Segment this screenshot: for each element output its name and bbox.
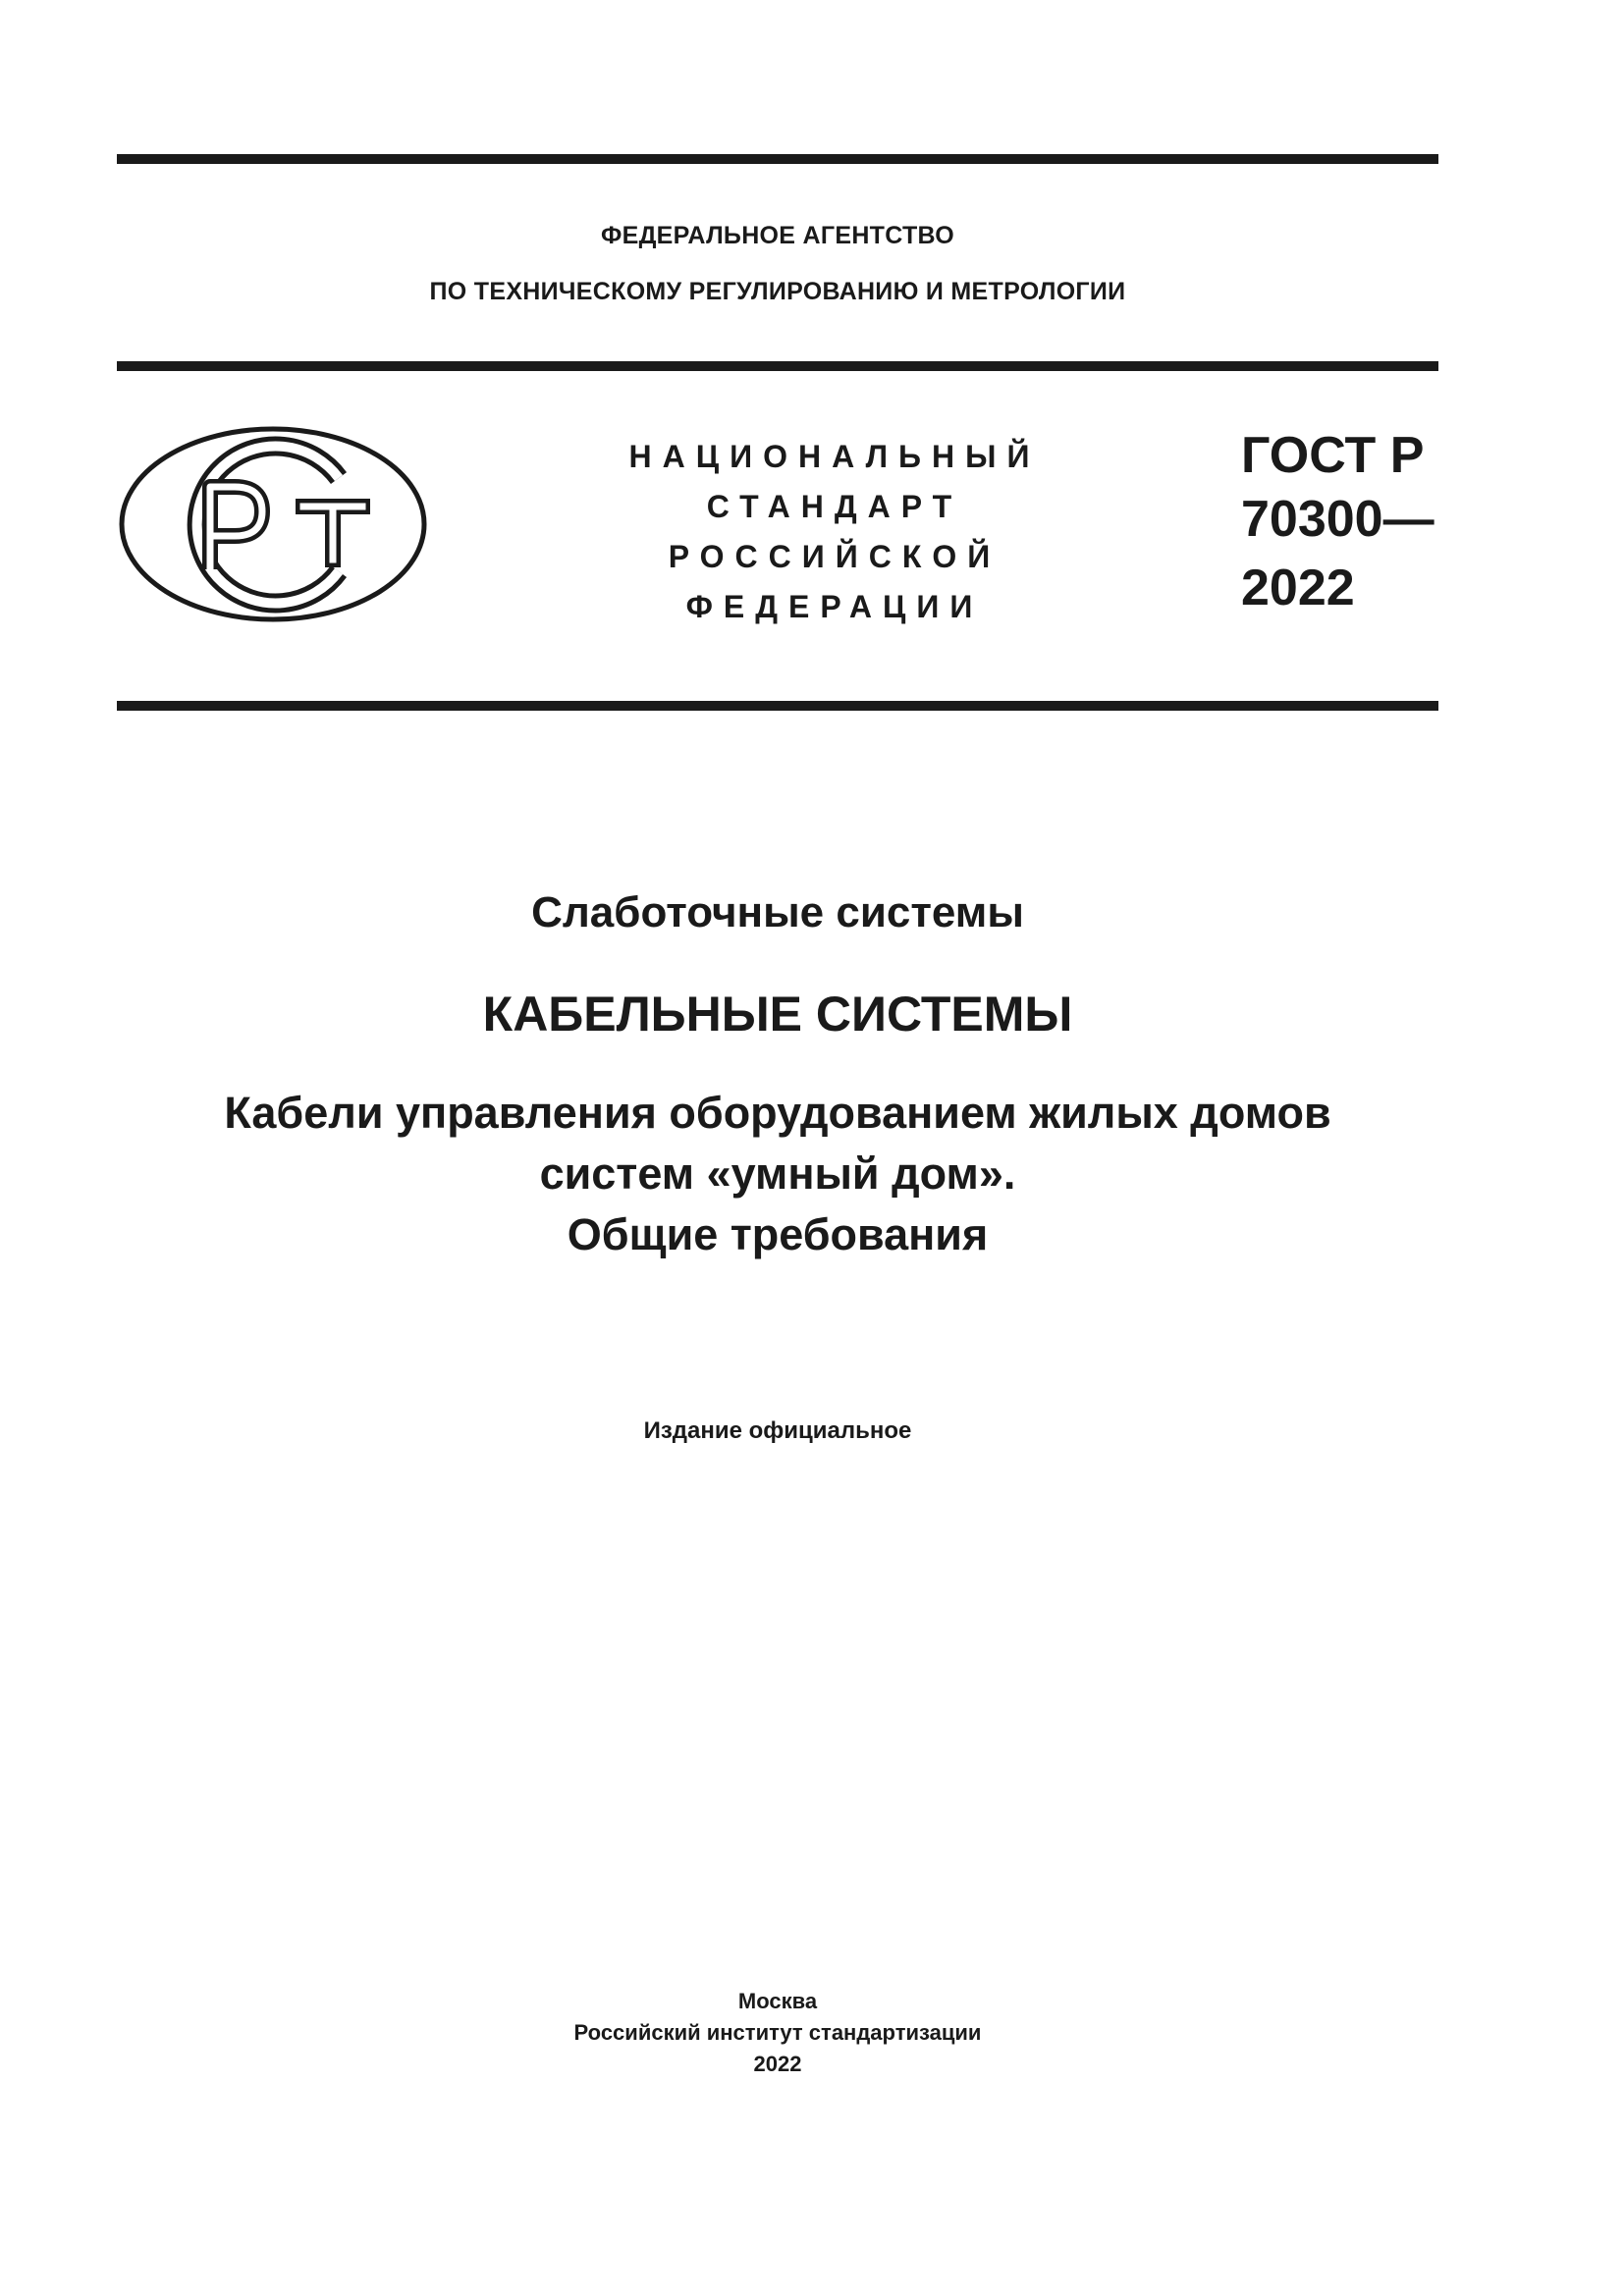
middle-rule [117, 361, 1438, 371]
national-standard-line-3: РОССИЙСКОЙ [668, 539, 1001, 574]
standard-designation-line-1: ГОСТ Р [1241, 427, 1425, 484]
title-sub-line-1: Кабели управления оборудованием жилых домов [224, 1088, 1331, 1138]
title-sub-line-2: систем «умный дом». [539, 1148, 1016, 1199]
national-standard-line-1: НАЦИОНАЛЬНЫЙ [628, 439, 1041, 474]
bottom-rule [117, 701, 1438, 711]
publication-year: 2022 [753, 2052, 802, 2076]
national-standard-line-4: ФЕДЕРАЦИИ [685, 589, 984, 624]
title-group: Слаботочные системы [531, 888, 1024, 936]
edition-note: Издание официальное [643, 1417, 912, 1444]
title-main: КАБЕЛЬНЫЕ СИСТЕМЫ [482, 987, 1073, 1041]
agency-name-line-2: ПО ТЕХНИЧЕСКОМУ РЕГУЛИРОВАНИЮ И МЕТРОЛОГИИ [429, 278, 1126, 305]
standard-designation-line-3: 2022 [1241, 560, 1355, 616]
rst-logo-icon [117, 424, 429, 624]
agency-name-line-1: ФЕДЕРАЛЬНОЕ АГЕНТСТВО [600, 222, 955, 249]
standard-designation-line-2: 70300— [1241, 491, 1435, 548]
top-rule [117, 154, 1438, 164]
national-standard-line-2: СТАНДАРТ [706, 489, 963, 524]
publisher-name: Российский институт стандартизации [573, 2020, 982, 2045]
title-sub-line-3: Общие требования [567, 1209, 989, 1259]
publisher-city: Москва [737, 1989, 818, 2013]
